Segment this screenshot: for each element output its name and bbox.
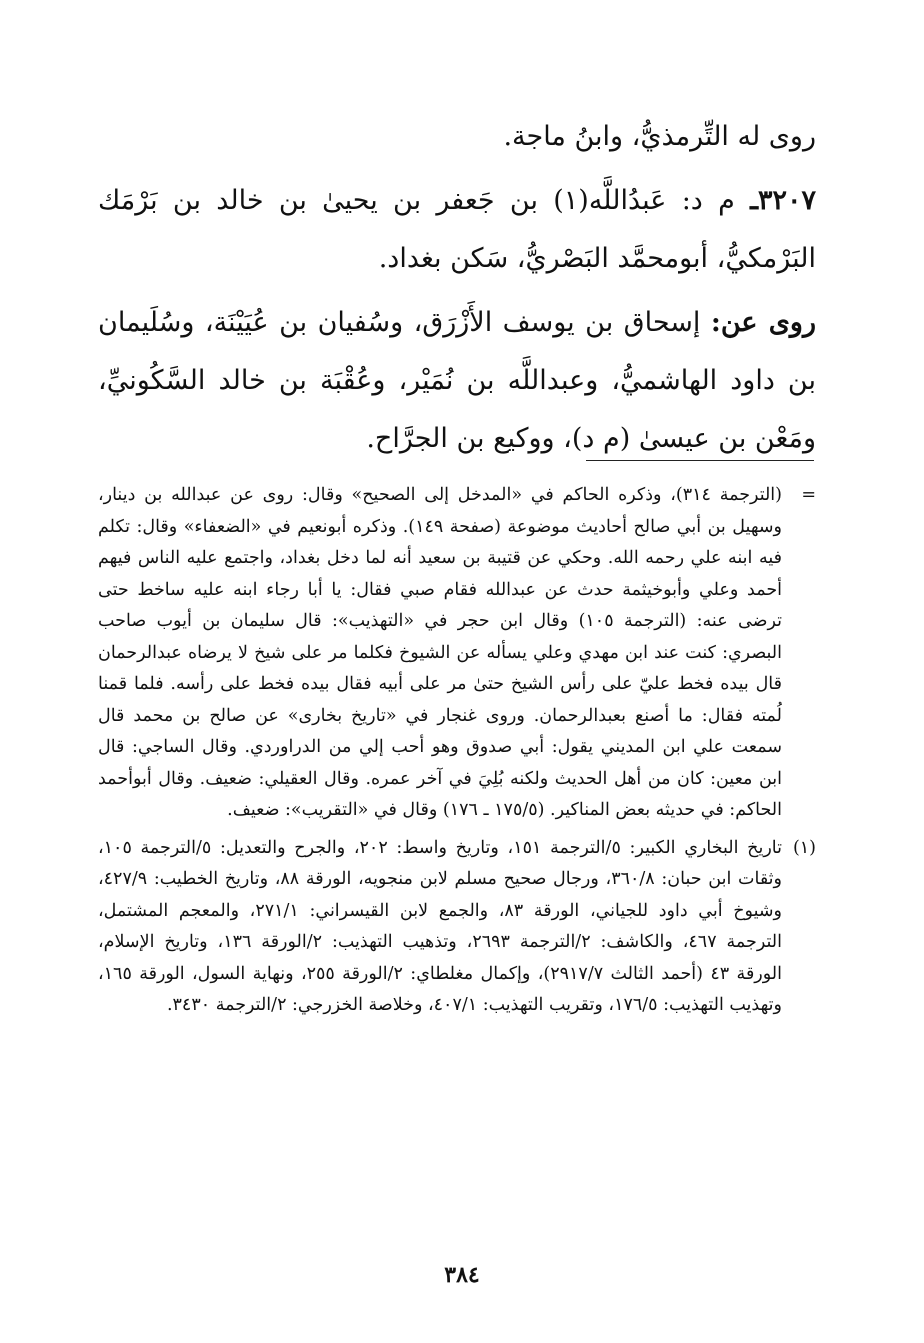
narrated-from-text: إسحاق بن يوسف الأَزْرَق، وسُفيان بن عُيَيْنَة، وسُلَيمان بن داود الهاشميُّ، وعبداللَّه بن نُمَيْر، وعُقْبَة بن خالد السَّكُونيِّ، ومَعْن بن عيسىٰ (م د)، ووكيع بن الجرَّاح. <box>98 307 816 454</box>
footnotes <box>98 480 816 1028</box>
entry-codes: م د: <box>681 185 735 216</box>
main-text <box>98 108 816 474</box>
footnote-mark: (١) <box>792 837 816 858</box>
entry-dash: ـ <box>750 185 758 216</box>
entry-text: عَبدُاللَّه(١) بن جَعفر بن يحيىٰ بن خالد بن بَرْمَك البَرْمكيُّ، أبومحمَّد البَصْريُّ، سَكن بغداد. <box>98 185 816 274</box>
biography-entry <box>98 172 816 288</box>
narrated-from-label: روى عن: <box>710 307 817 338</box>
page-number: ٣٨٤ <box>444 1262 480 1288</box>
footnote-mark: = <box>801 485 816 505</box>
footnote-text: تاريخ البخاري الكبير: ٥/الترجمة ١٥١، وتاريخ واسط: ٢٠٢، والجرح والتعديل: ٥/الترجمة ١٠٥، وثقات ابن حبان: ٣٦٠/٨، ورجال صحيح مسلم لابن منجويه، الورقة ٨٨، وتاريخ الخطيب: ٤٢٧/٩، وشيوخ أبي داود للجياني، الورقة ٨٣، والجمع لابن القيسراني: ٢٧١/١، والمعجم المشتمل، الترجمة ٤٦٧، والكاشف: ٢/الترجمة ٢٦٩٣، وتذهيب التهذيب: ٢/الورقة ١٣٦، وتاريخ الإسلام، الورقة ٤٣ (أحمد الثالث ٢٩١٧/٧)، وإكمال مغلطاي: ٢/الورقة ٢٥٥، ونهاية السول، الورقة ١٦٥، وتهذيب التهذيب: ١٧٦/٥، وتقريب التهذيب: ٤٠٧/١، وخلاصة الخزرجي: ٢/الترجمة ٣٤٣٠. <box>98 837 782 1015</box>
footnote-continuation <box>98 480 816 827</box>
narrated-from-paragraph <box>98 294 816 468</box>
narrators-intro-text: روى له التِّرمذيُّ، وابنُ ماجة. <box>503 121 816 152</box>
footnote-1 <box>98 833 816 1022</box>
entry-number: ٣٢٠٧ <box>758 185 817 216</box>
footnote-text: (الترجمة ٣١٤)، وذكره الحاكم في «المدخل إلى الصحيح» وقال: روى عن عبدالله بن دينار، وسهيل بن أبي صالح أحاديث موضوعة (صفحة ١٤٩). وذكره أبونعيم في «الضعفاء» وقال: تكلم فيه ابنه علي رحمه الله. وحكي عن قتيبة بن سعيد أنه لما دخل بغداد، واجتمع عليه الناس فيهم أحمد وعلي وأبوخيثمة حدث عن عبدالله فقام صبي فقال: يا أبا رجاء ابنه عليه ساخط حتى ترضى عنه: (الترجمة ١٠٥) وقال ابن حجر في «التهذيب»: قال سليمان بن أيوب صاحب البصري: كنت عند ابن مهدي وعلي يسأله عن الشيوخ فكلما مر على شيخ لا يرضاه عبدالرحمان قال بيده فخط عليّ على رأس الشيخ حتىٰ مر على أبيه فقال بيده فخط على رأسه. فلما قمنا لُمته فقال: ما أصنع بعبدالرحمان. وروى غنجار في «تاريخ بخارى» عن صالح بن محمد قال سمعت علي ابن المديني يقول: أبي صدوق وهو أحب إلي من الدراوردي. وقال الساجي: قال ابن معين: كان من أهل الحديث ولكنه بُلِيَ في آخر عمره. وقال العقيلي: ضعيف. وقال أبوأحمد الحاكم: في حديثه بعض المناكير. (١٧٥/٥ ـ ١٧٦) وقال في «التقريب»: ضعيف. <box>98 485 783 820</box>
narrators-intro-line <box>98 108 816 166</box>
footnote-separator <box>586 460 814 461</box>
